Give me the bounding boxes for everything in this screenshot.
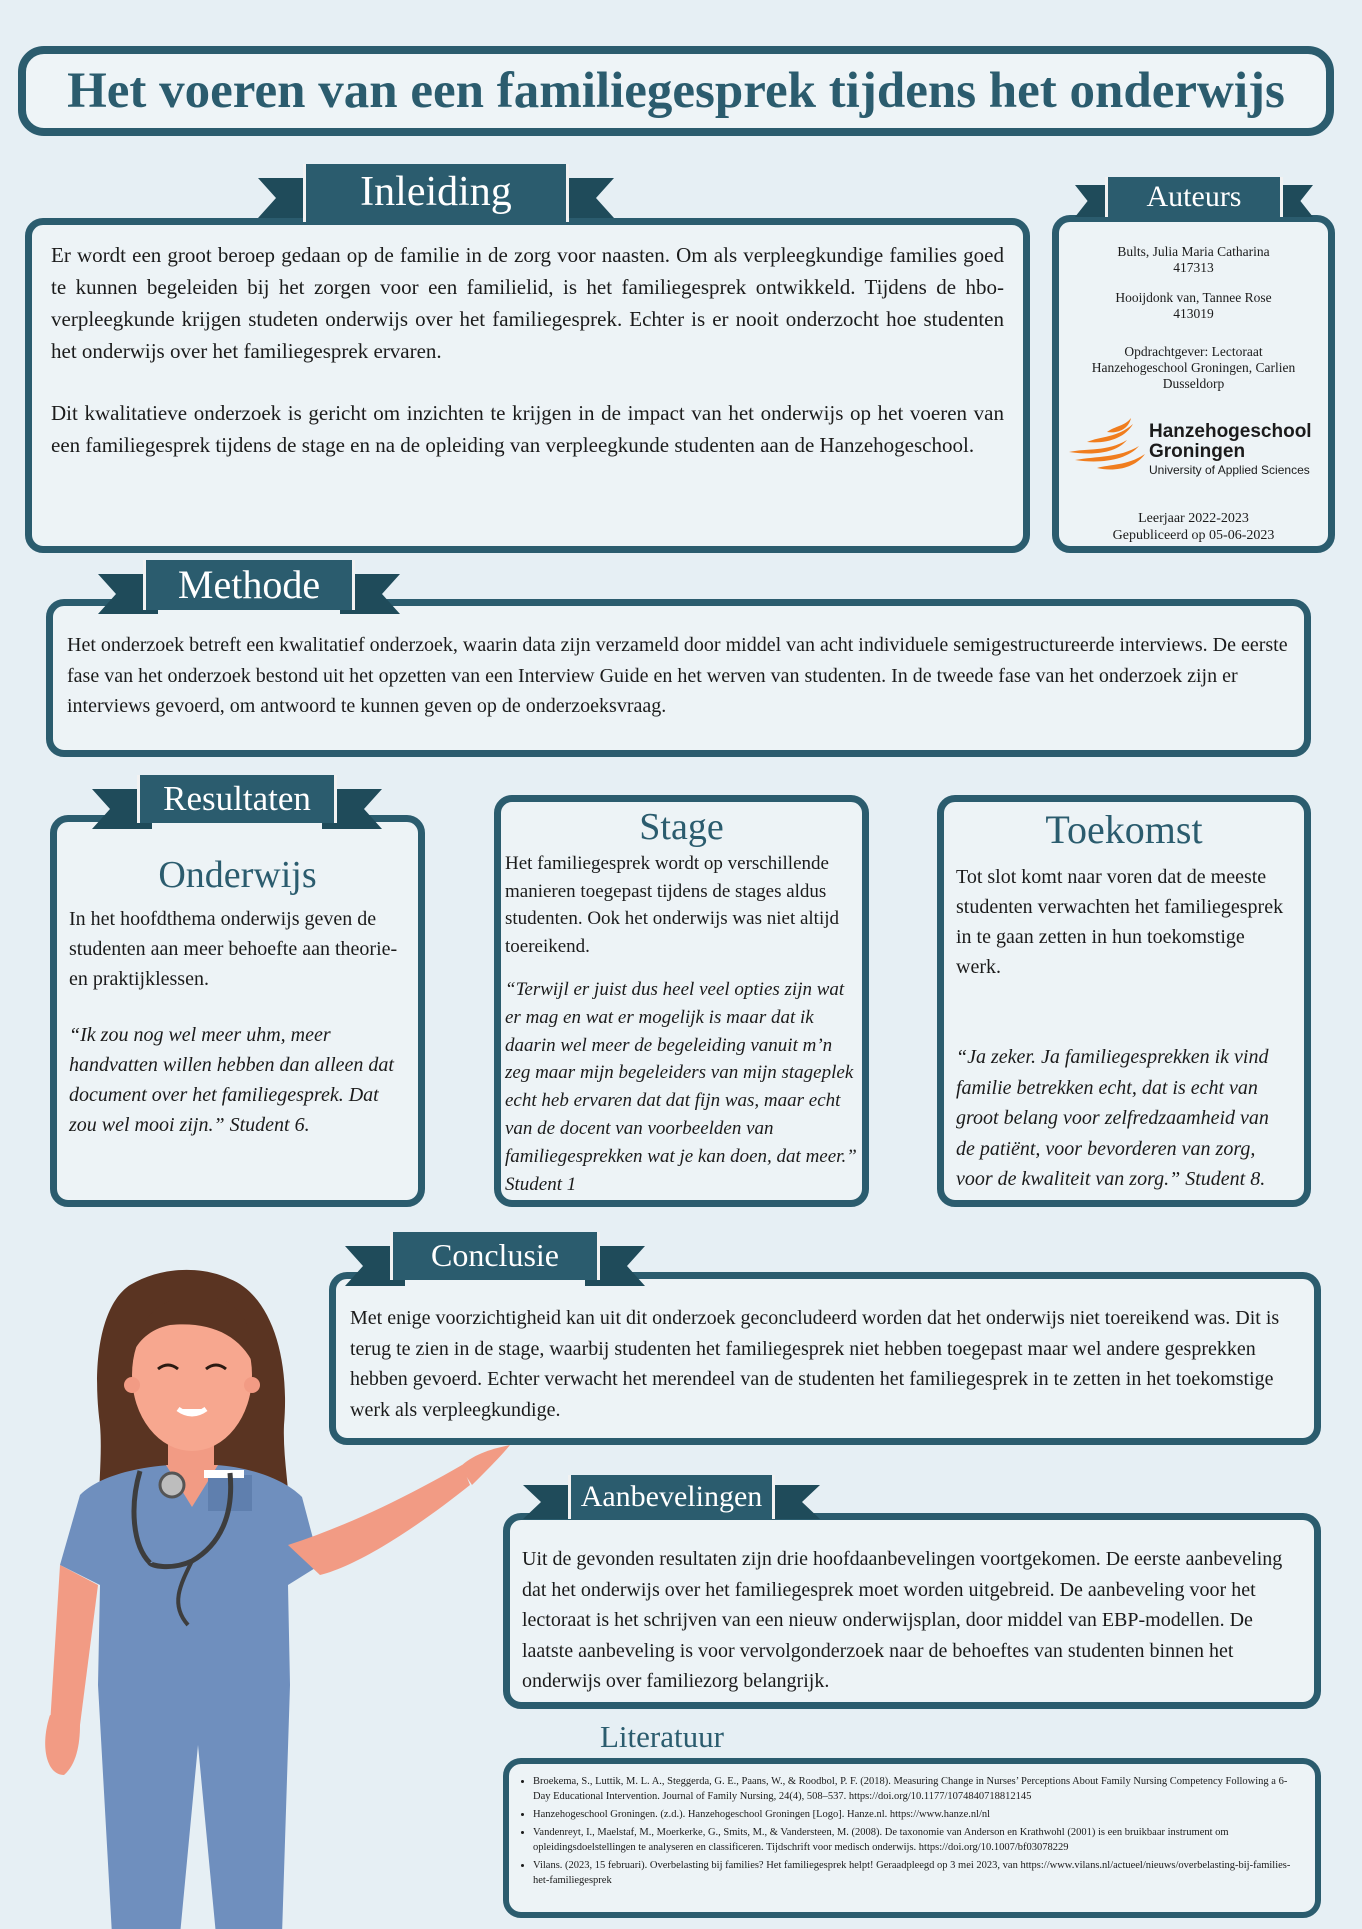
inleiding-box	[25, 218, 1030, 553]
onderwijs-quote: “Ik zou nog wel meer uhm, meer handvatten willen hebben dan alleen dat document over het familiegesprek. Dat zou wel mooi zijn.” Student 6.	[69, 1024, 394, 1136]
conclusie-ribbon	[390, 1232, 600, 1280]
literatuur-list	[509, 1764, 1315, 1888]
methode-ribbon	[143, 560, 355, 610]
literatuur-ref: • Hanzehogeschool Groningen. (z.d.). Hanzehogeschool Groningen [Logo]. Hanze.nl. https://www.hanze.nl/nl	[533, 1807, 1299, 1822]
resultaten-heading: Resultaten	[137, 775, 337, 823]
onderwijs-box	[50, 815, 425, 1207]
aanbevelingen-ribbon	[568, 1475, 775, 1519]
scrubs-pants-icon	[98, 1685, 290, 1929]
aanbevelingen-box	[503, 1513, 1321, 1709]
toekomst-heading: Toekomst	[1045, 807, 1203, 852]
published-date: Gepubliceerd op 05-06-2023	[1112, 528, 1275, 543]
logo-line-2: Groningen	[1149, 441, 1246, 462]
stage-quote: “Terwijl er juist dus heel veel opties zijn wat er mag en wat er mogelijk is maar dat ik daarin wel meer de begeleiding vanuit m’n zeg maar mijn begeleiders van mijn stageplek echt heb ervaren dat dat fijn was, maar echt van de docent van voorbeelden van familiegesprekken wat je kan doen, dat meer.” Student 1	[505, 979, 857, 1195]
aanbevelingen-heading: Aanbevelingen	[568, 1475, 775, 1519]
literatuur-ref: • Vilans. (2023, 15 februari). Overbelasting bij families? Het familiegesprek helpt! Geraadpleegd op 3 mei 2023, van https://www.vilans.nl/actueel/nieuws/overbelasting-bij-families-het-familiegesprek	[533, 1858, 1299, 1888]
literatuur-ref: • Vandenreyt, I., Maelstaf, M., Moerkerke, G., Smits, M., & Vandersteen, M. (2008). De taxonomie van Anderson en Krathwohl (2001) is een bruikbaar instrument om opleidingsdoelstellingen te analyseren en classificeren. Tijdschrift voor medisch onderwijs. https://doi.org/10.1007/bf03078229	[533, 1825, 1299, 1855]
inleiding-heading: Inleiding	[303, 164, 569, 222]
toekomst-text: Tot slot komt naar voren dat de meeste studenten verwachten het familiegesprek in te gaan zetten in hun toekomstige werk.	[956, 866, 1284, 978]
conclusie-text: Met enige voorzichtigheid kan uit dit onderzoek geconcludeerd worden dat het onderwijs niet toereikend was. Dit is terug te zien in de stage, waarbij studenten het familiegesprek niet hebben toegepast maar wel andere gesprekken hebben gevoerd. Echter verwacht het merendeel van de studenten het familiegesprek in te zetten in het toekomstige werk als verpleegkundige.	[350, 1307, 1280, 1421]
stage-heading: Stage	[639, 806, 724, 848]
inleiding-paragraph-2: Dit kwalitatieve onderzoek is gericht om inzichten te krijgen in de impact van het onderwijs op het voeren van een familiegesprek tijdens de stage en na de opleiding van verpleegkunde studenten aan de Hanzehogeschool.	[51, 401, 1004, 457]
toekomst-quote: “Ja zeker. Ja familiegesprekken ik vind familie betrekken echt, dat is echt van groot belang voor zelfredzaamheid van de patiënt, voor bevorderen van zorg, voor de kwaliteit van zorg.” Student 8.	[956, 1046, 1269, 1190]
author-2-name: Hooijdonk van, Tannee Rose	[1115, 290, 1272, 305]
stage-text: Het familiegesprek wordt op verschillende manieren toegepast tijdens de stages aldus studenten. Ook het onderwijs was niet altijd toereikend.	[505, 853, 840, 957]
page-title: Het voeren van een familiegesprek tijdens het onderwijs	[67, 63, 1285, 119]
literatuur-ref: • Broekema, S., Luttik, M. L. A., Steggerda, G. E., Paans, W., & Roodbol, P. F. (2018). Measuring Change in Nurses’ Perceptions About Family Nursing Competency Following a 6-Day Educational Intervention. Journal of Family Nursing, 24(4), 508–537. https://doi.org/10.1177/1074840718812145	[533, 1774, 1299, 1804]
auteurs-box	[1052, 215, 1335, 553]
onderwijs-heading: Onderwijs	[158, 854, 317, 896]
hanze-logo	[1067, 418, 1329, 480]
author-1-id: 417313	[1173, 260, 1214, 275]
auteurs-heading: Auteurs	[1105, 177, 1283, 217]
client-line-1: Opdrachtgever: Lectoraat	[1124, 344, 1263, 359]
conclusie-box	[329, 1272, 1321, 1445]
client-line-2: Hanzehogeschool Groningen, Carlien	[1091, 360, 1296, 375]
stage-box	[494, 795, 869, 1207]
inleiding-ribbon	[303, 164, 569, 222]
methode-text: Het onderzoek betreft een kwalitatief onderzoek, waarin data zijn verzameld door middel van acht individuele semigestructureerde interviews. De eerste fase van het onderzoek bestond uit het opzetten van een Interview Guide en het werven van studenten. In de tweede fase van het onderzoek zijn er interviews gevoerd, om antwoord te kunnen geven op de onderzoeksvraag.	[67, 634, 1288, 717]
onderwijs-text: In het hoofdthema onderwijs geven de studenten aan meer behoefte aan theorie- en praktijklessen.	[69, 908, 398, 990]
inleiding-paragraph-1: Er wordt een groot beroep gedaan op de familie in de zorg voor naasten. Om als verpleegkundige families goed te kunnen begeleiden bij het zorgen voor een familielid, is het familiegesprek ontwikkeld. Tijdens de hbo-verpleegkunde krijgen studeten onderwijs over het familiegesprek. Echter is er nooit onderzocht hoe studenten het onderwijs over het familiegesprek ervaren.	[51, 243, 1004, 363]
toekomst-box	[937, 795, 1311, 1207]
aanbevelingen-text: Uit de gevonden resultaten zijn drie hoofdaanbevelingen voortgekomen. De eerste aanbeveling dat het onderwijs over het familiegesprek moet worden uitgebreid. De aanbeveling voor het lectoraat is het schrijven van een nieuw onderwijsplan, door middel van EBP-modellen. De laatste aanbeveling is voor vervolgonderzoek naar de behoeftes van studenten binnen het onderwijs over familiezorg belangrijk.	[522, 1548, 1283, 1692]
literatuur-box	[503, 1758, 1321, 1918]
hanze-flame-icon	[1067, 418, 1149, 480]
methode-box	[46, 599, 1311, 757]
literatuur-heading: Literatuur	[600, 1719, 724, 1754]
methode-heading: Methode	[143, 560, 355, 610]
author-2-id: 413019	[1173, 306, 1214, 321]
conclusie-heading: Conclusie	[390, 1232, 600, 1280]
author-1-name: Bults, Julia Maria Catharina	[1117, 244, 1270, 259]
academic-year: Leerjaar 2022-2023	[1138, 511, 1249, 526]
auteurs-ribbon	[1105, 177, 1283, 217]
resultaten-ribbon	[137, 775, 337, 823]
client-line-3: Dusseldorp	[1162, 376, 1225, 391]
logo-line-1: Hanzehogeschool	[1149, 421, 1312, 442]
title-banner	[18, 46, 1334, 136]
logo-line-3: University of Applied Sciences	[1149, 463, 1310, 477]
